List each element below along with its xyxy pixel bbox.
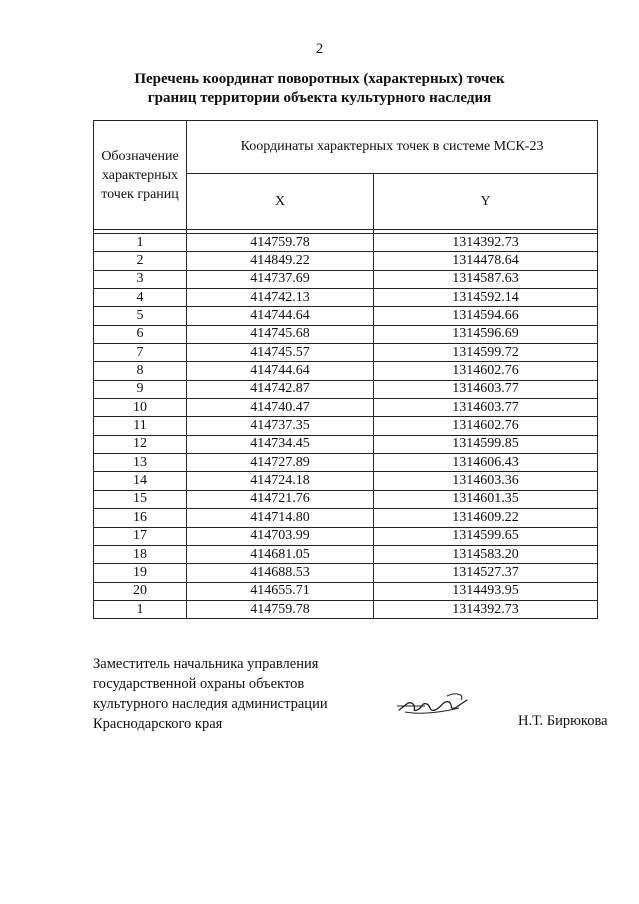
table-row bbox=[94, 270, 598, 288]
y-coordinate-cell: 1314594.66 bbox=[374, 307, 598, 325]
document-title bbox=[0, 70, 639, 108]
table-row bbox=[94, 545, 598, 563]
position-line-4: Краснодарского края bbox=[93, 716, 223, 732]
title-line-2: границ территории объекта культурного наследия bbox=[147, 90, 492, 106]
point-number-cell: 20 bbox=[94, 582, 187, 600]
y-coordinate-cell: 1314493.95 bbox=[374, 582, 598, 600]
x-coordinate-cell: 414655.71 bbox=[187, 582, 374, 600]
x-coordinate-cell: 414759.78 bbox=[187, 600, 374, 618]
point-number-cell: 2 bbox=[94, 252, 187, 270]
table-row bbox=[94, 490, 598, 508]
x-coordinate-cell: 414849.22 bbox=[187, 252, 374, 270]
x-coordinate-cell: 414703.99 bbox=[187, 527, 374, 545]
table-row bbox=[94, 289, 598, 307]
x-coordinate-cell: 414740.47 bbox=[187, 399, 374, 417]
y-coordinate-cell: 1314392.73 bbox=[374, 234, 598, 252]
point-number-cell: 13 bbox=[94, 454, 187, 472]
point-number-cell: 1 bbox=[94, 600, 187, 618]
position-line-1: Заместитель начальника управления bbox=[93, 656, 319, 672]
point-number-cell: 14 bbox=[94, 472, 187, 490]
y-coordinate-cell: 1314603.77 bbox=[374, 380, 598, 398]
table-row bbox=[94, 509, 598, 527]
coordinates-rows bbox=[94, 234, 598, 619]
x-coordinate-cell: 414745.57 bbox=[187, 344, 374, 362]
table-row bbox=[94, 234, 598, 252]
x-coordinate-cell: 414721.76 bbox=[187, 490, 374, 508]
x-coordinate-cell: 414737.35 bbox=[187, 417, 374, 435]
y-coordinate-cell: 1314599.65 bbox=[374, 527, 598, 545]
y-coordinate-cell: 1314599.72 bbox=[374, 344, 598, 362]
table-row bbox=[94, 417, 598, 435]
page-number: 2 bbox=[315, 41, 324, 57]
signature-block bbox=[93, 654, 328, 734]
table-row bbox=[94, 399, 598, 417]
header-y: Y bbox=[374, 174, 598, 230]
point-number-cell: 15 bbox=[94, 490, 187, 508]
point-number-cell: 6 bbox=[94, 325, 187, 343]
y-coordinate-cell: 1314599.85 bbox=[374, 435, 598, 453]
x-coordinate-cell: 414737.69 bbox=[187, 270, 374, 288]
point-number-cell: 5 bbox=[94, 307, 187, 325]
point-number-cell: 1 bbox=[94, 234, 187, 252]
y-coordinate-cell: 1314592.14 bbox=[374, 289, 598, 307]
table-row bbox=[94, 380, 598, 398]
header-coordinates: Координаты характерных точек в системе МСК-23 bbox=[187, 121, 598, 174]
point-number-cell: 9 bbox=[94, 380, 187, 398]
y-coordinate-cell: 1314583.20 bbox=[374, 545, 598, 563]
y-coordinate-cell: 1314602.76 bbox=[374, 417, 598, 435]
x-coordinate-cell: 414688.53 bbox=[187, 564, 374, 582]
x-coordinate-cell: 414734.45 bbox=[187, 435, 374, 453]
x-coordinate-cell: 414742.87 bbox=[187, 380, 374, 398]
table-row bbox=[94, 362, 598, 380]
table-row bbox=[94, 454, 598, 472]
point-number-cell: 17 bbox=[94, 527, 187, 545]
y-coordinate-cell: 1314603.36 bbox=[374, 472, 598, 490]
x-coordinate-cell: 414759.78 bbox=[187, 234, 374, 252]
coordinates-table bbox=[93, 120, 598, 619]
signer-name: Н.Т. Бирюкова bbox=[518, 713, 608, 729]
point-number-cell: 3 bbox=[94, 270, 187, 288]
header-point-designation: Обозначение характерных точек границ bbox=[94, 121, 187, 230]
x-coordinate-cell: 414714.80 bbox=[187, 509, 374, 527]
y-coordinate-cell: 1314587.63 bbox=[374, 270, 598, 288]
position-line-3: культурного наследия администрации bbox=[93, 696, 328, 712]
table-row bbox=[94, 344, 598, 362]
point-number-cell: 7 bbox=[94, 344, 187, 362]
y-coordinate-cell: 1314527.37 bbox=[374, 564, 598, 582]
y-coordinate-cell: 1314602.76 bbox=[374, 362, 598, 380]
point-number-cell: 18 bbox=[94, 545, 187, 563]
table-row bbox=[94, 435, 598, 453]
x-coordinate-cell: 414727.89 bbox=[187, 454, 374, 472]
table-row bbox=[94, 527, 598, 545]
x-coordinate-cell: 414724.18 bbox=[187, 472, 374, 490]
y-coordinate-cell: 1314606.43 bbox=[374, 454, 598, 472]
point-number-cell: 16 bbox=[94, 509, 187, 527]
table-row bbox=[94, 582, 598, 600]
y-coordinate-cell: 1314603.77 bbox=[374, 399, 598, 417]
point-number-cell: 19 bbox=[94, 564, 187, 582]
point-number-cell: 12 bbox=[94, 435, 187, 453]
point-number-cell: 10 bbox=[94, 399, 187, 417]
point-number-cell: 8 bbox=[94, 362, 187, 380]
x-coordinate-cell: 414744.64 bbox=[187, 362, 374, 380]
y-coordinate-cell: 1314596.69 bbox=[374, 325, 598, 343]
y-coordinate-cell: 1314609.22 bbox=[374, 509, 598, 527]
table-row bbox=[94, 472, 598, 490]
title-line-1: Перечень координат поворотных (характерных) точек bbox=[134, 71, 505, 87]
table-row bbox=[94, 252, 598, 270]
table-row bbox=[94, 325, 598, 343]
x-coordinate-cell: 414742.13 bbox=[187, 289, 374, 307]
y-coordinate-cell: 1314392.73 bbox=[374, 600, 598, 618]
position-line-2: государственной охраны объектов bbox=[93, 676, 305, 692]
table-row bbox=[94, 600, 598, 618]
table-row bbox=[94, 307, 598, 325]
y-coordinate-cell: 1314601.35 bbox=[374, 490, 598, 508]
table-row bbox=[94, 564, 598, 582]
x-coordinate-cell: 414745.68 bbox=[187, 325, 374, 343]
x-coordinate-cell: 414681.05 bbox=[187, 545, 374, 563]
y-coordinate-cell: 1314478.64 bbox=[374, 252, 598, 270]
header-x: X bbox=[187, 174, 374, 230]
point-number-cell: 11 bbox=[94, 417, 187, 435]
x-coordinate-cell: 414744.64 bbox=[187, 307, 374, 325]
handwritten-signature-icon bbox=[395, 688, 475, 720]
point-number-cell: 4 bbox=[94, 289, 187, 307]
